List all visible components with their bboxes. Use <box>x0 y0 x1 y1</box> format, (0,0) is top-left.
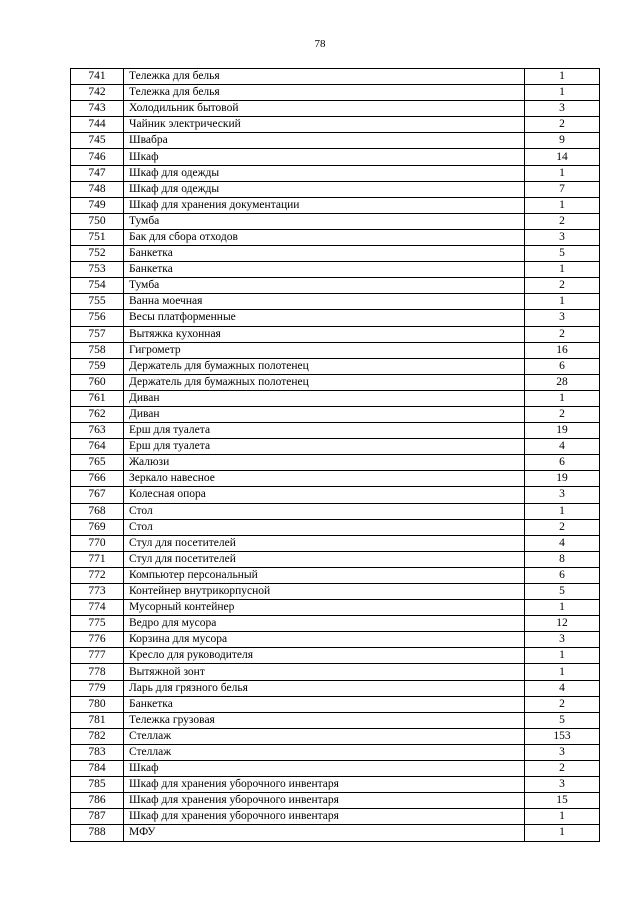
item-name-cell: Швабра <box>124 133 525 149</box>
item-number-cell: 778 <box>71 664 124 680</box>
item-quantity-cell: 8 <box>525 551 600 567</box>
item-number-cell: 771 <box>71 551 124 567</box>
item-number-cell: 756 <box>71 310 124 326</box>
table-row <box>71 85 600 101</box>
item-quantity-cell: 2 <box>525 117 600 133</box>
item-quantity-cell: 1 <box>525 825 600 841</box>
item-number-cell: 763 <box>71 423 124 439</box>
item-name-cell: Шкаф <box>124 149 525 165</box>
item-number-cell: 770 <box>71 535 124 551</box>
item-number-cell: 758 <box>71 342 124 358</box>
item-name-cell: Шкаф для хранения документации <box>124 197 525 213</box>
item-quantity-cell: 16 <box>525 342 600 358</box>
item-number-cell: 768 <box>71 503 124 519</box>
item-name-cell: Стол <box>124 519 525 535</box>
table-row <box>71 519 600 535</box>
item-name-cell: Чайник электрический <box>124 117 525 133</box>
item-quantity-cell: 153 <box>525 728 600 744</box>
item-number-cell: 748 <box>71 181 124 197</box>
table-row <box>71 664 600 680</box>
item-number-cell: 774 <box>71 600 124 616</box>
item-name-cell: Кресло для руководителя <box>124 648 525 664</box>
item-name-cell: Держатель для бумажных полотенец <box>124 374 525 390</box>
item-number-cell: 765 <box>71 455 124 471</box>
item-quantity-cell: 4 <box>525 535 600 551</box>
item-name-cell: Компьютер персональный <box>124 567 525 583</box>
item-number-cell: 750 <box>71 213 124 229</box>
item-quantity-cell: 3 <box>525 744 600 760</box>
item-quantity-cell: 4 <box>525 680 600 696</box>
item-quantity-cell: 1 <box>525 294 600 310</box>
item-number-cell: 766 <box>71 471 124 487</box>
item-quantity-cell: 3 <box>525 632 600 648</box>
item-number-cell: 788 <box>71 825 124 841</box>
item-name-cell: Тумба <box>124 278 525 294</box>
item-number-cell: 747 <box>71 165 124 181</box>
table-row <box>71 567 600 583</box>
item-name-cell: Тележка для белья <box>124 85 525 101</box>
item-name-cell: Бак для сбора отходов <box>124 229 525 245</box>
item-name-cell: Гигрометр <box>124 342 525 358</box>
item-name-cell: Шкаф <box>124 761 525 777</box>
table-row <box>71 374 600 390</box>
item-name-cell: Банкетка <box>124 246 525 262</box>
item-quantity-cell: 2 <box>525 213 600 229</box>
table-row <box>71 793 600 809</box>
table-row <box>71 503 600 519</box>
item-name-cell: Мусорный контейнер <box>124 600 525 616</box>
table-row <box>71 326 600 342</box>
table-row <box>71 551 600 567</box>
table-row <box>71 825 600 841</box>
item-name-cell: Ерш для туалета <box>124 423 525 439</box>
item-number-cell: 744 <box>71 117 124 133</box>
table-row <box>71 744 600 760</box>
item-number-cell: 754 <box>71 278 124 294</box>
item-number-cell: 757 <box>71 326 124 342</box>
item-name-cell: МФУ <box>124 825 525 841</box>
item-number-cell: 742 <box>71 85 124 101</box>
table-row <box>71 632 600 648</box>
table-row <box>71 696 600 712</box>
item-number-cell: 783 <box>71 744 124 760</box>
item-quantity-cell: 5 <box>525 246 600 262</box>
item-quantity-cell: 9 <box>525 133 600 149</box>
item-name-cell: Вытяжка кухонная <box>124 326 525 342</box>
item-name-cell: Банкетка <box>124 262 525 278</box>
item-name-cell: Контейнер внутрикорпусной <box>124 584 525 600</box>
item-number-cell: 743 <box>71 101 124 117</box>
item-name-cell: Корзина для мусора <box>124 632 525 648</box>
item-name-cell: Ерш для туалета <box>124 439 525 455</box>
item-number-cell: 751 <box>71 229 124 245</box>
item-quantity-cell: 5 <box>525 584 600 600</box>
item-quantity-cell: 6 <box>525 358 600 374</box>
item-number-cell: 767 <box>71 487 124 503</box>
item-name-cell: Ларь для грязного белья <box>124 680 525 696</box>
item-number-cell: 764 <box>71 439 124 455</box>
item-quantity-cell: 6 <box>525 567 600 583</box>
item-quantity-cell: 5 <box>525 712 600 728</box>
table-row <box>71 728 600 744</box>
item-number-cell: 773 <box>71 584 124 600</box>
item-quantity-cell: 2 <box>525 326 600 342</box>
item-quantity-cell: 1 <box>525 165 600 181</box>
item-quantity-cell: 2 <box>525 519 600 535</box>
item-name-cell: Тумба <box>124 213 525 229</box>
table-row <box>71 761 600 777</box>
item-quantity-cell: 3 <box>525 487 600 503</box>
item-number-cell: 785 <box>71 777 124 793</box>
table-row <box>71 455 600 471</box>
item-number-cell: 784 <box>71 761 124 777</box>
item-quantity-cell: 6 <box>525 455 600 471</box>
table-row <box>71 165 600 181</box>
item-quantity-cell: 19 <box>525 423 600 439</box>
item-number-cell: 749 <box>71 197 124 213</box>
table-row <box>71 439 600 455</box>
item-number-cell: 777 <box>71 648 124 664</box>
item-number-cell: 746 <box>71 149 124 165</box>
item-quantity-cell: 3 <box>525 101 600 117</box>
item-number-cell: 761 <box>71 390 124 406</box>
table-row <box>71 101 600 117</box>
item-quantity-cell: 3 <box>525 310 600 326</box>
table-row <box>71 117 600 133</box>
item-name-cell: Диван <box>124 390 525 406</box>
item-name-cell: Шкаф для хранения уборочного инвентаря <box>124 777 525 793</box>
item-number-cell: 759 <box>71 358 124 374</box>
item-quantity-cell: 2 <box>525 406 600 422</box>
item-quantity-cell: 7 <box>525 181 600 197</box>
item-quantity-cell: 4 <box>525 439 600 455</box>
item-quantity-cell: 12 <box>525 616 600 632</box>
item-quantity-cell: 1 <box>525 600 600 616</box>
item-quantity-cell: 1 <box>525 85 600 101</box>
item-quantity-cell: 28 <box>525 374 600 390</box>
item-number-cell: 781 <box>71 712 124 728</box>
inventory-table-body <box>71 69 600 842</box>
item-quantity-cell: 1 <box>525 648 600 664</box>
table-row <box>71 712 600 728</box>
item-number-cell: 782 <box>71 728 124 744</box>
item-number-cell: 769 <box>71 519 124 535</box>
item-number-cell: 772 <box>71 567 124 583</box>
item-name-cell: Шкаф для одежды <box>124 165 525 181</box>
item-number-cell: 775 <box>71 616 124 632</box>
item-quantity-cell: 1 <box>525 503 600 519</box>
item-quantity-cell: 1 <box>525 69 600 85</box>
item-quantity-cell: 14 <box>525 149 600 165</box>
item-name-cell: Стул для посетителей <box>124 535 525 551</box>
item-number-cell: 753 <box>71 262 124 278</box>
item-name-cell: Жалюзи <box>124 455 525 471</box>
table-row <box>71 471 600 487</box>
table-row <box>71 246 600 262</box>
inventory-table <box>70 68 600 842</box>
table-row <box>71 535 600 551</box>
item-number-cell: 787 <box>71 809 124 825</box>
item-number-cell: 786 <box>71 793 124 809</box>
table-row <box>71 423 600 439</box>
table-row <box>71 294 600 310</box>
table-row <box>71 133 600 149</box>
item-quantity-cell: 2 <box>525 278 600 294</box>
item-name-cell: Ванна моечная <box>124 294 525 310</box>
table-row <box>71 229 600 245</box>
item-quantity-cell: 1 <box>525 390 600 406</box>
item-quantity-cell: 1 <box>525 197 600 213</box>
table-row <box>71 181 600 197</box>
table-row <box>71 487 600 503</box>
item-quantity-cell: 2 <box>525 761 600 777</box>
item-name-cell: Стеллаж <box>124 744 525 760</box>
table-row <box>71 149 600 165</box>
item-name-cell: Вытяжной зонт <box>124 664 525 680</box>
table-row <box>71 680 600 696</box>
item-name-cell: Банкетка <box>124 696 525 712</box>
item-number-cell: 745 <box>71 133 124 149</box>
item-number-cell: 780 <box>71 696 124 712</box>
table-row <box>71 278 600 294</box>
item-name-cell: Шкаф для одежды <box>124 181 525 197</box>
item-quantity-cell: 3 <box>525 229 600 245</box>
table-row <box>71 584 600 600</box>
table-row <box>71 648 600 664</box>
item-name-cell: Весы платформенные <box>124 310 525 326</box>
page-number: 78 <box>314 38 326 50</box>
table-row <box>71 262 600 278</box>
item-name-cell: Держатель для бумажных полотенец <box>124 358 525 374</box>
item-name-cell: Холодильник бытовой <box>124 101 525 117</box>
item-name-cell: Тележка грузовая <box>124 712 525 728</box>
item-number-cell: 752 <box>71 246 124 262</box>
table-row <box>71 616 600 632</box>
item-quantity-cell: 15 <box>525 793 600 809</box>
item-number-cell: 741 <box>71 69 124 85</box>
item-quantity-cell: 3 <box>525 777 600 793</box>
item-name-cell: Стул для посетителей <box>124 551 525 567</box>
table-row <box>71 197 600 213</box>
item-name-cell: Ведро для мусора <box>124 616 525 632</box>
item-quantity-cell: 2 <box>525 696 600 712</box>
item-name-cell: Шкаф для хранения уборочного инвентаря <box>124 793 525 809</box>
item-name-cell: Зеркало навесное <box>124 471 525 487</box>
table-row <box>71 777 600 793</box>
item-quantity-cell: 1 <box>525 262 600 278</box>
item-quantity-cell: 1 <box>525 809 600 825</box>
table-row <box>71 809 600 825</box>
item-name-cell: Тележка для белья <box>124 69 525 85</box>
table-row <box>71 358 600 374</box>
item-name-cell: Колесная опора <box>124 487 525 503</box>
item-number-cell: 755 <box>71 294 124 310</box>
item-name-cell: Стеллаж <box>124 728 525 744</box>
item-number-cell: 779 <box>71 680 124 696</box>
table-row <box>71 310 600 326</box>
table-row <box>71 600 600 616</box>
item-number-cell: 760 <box>71 374 124 390</box>
table-row <box>71 69 600 85</box>
item-name-cell: Диван <box>124 406 525 422</box>
item-name-cell: Стол <box>124 503 525 519</box>
item-number-cell: 762 <box>71 406 124 422</box>
table-row <box>71 406 600 422</box>
item-number-cell: 776 <box>71 632 124 648</box>
table-row <box>71 390 600 406</box>
item-quantity-cell: 19 <box>525 471 600 487</box>
item-name-cell: Шкаф для хранения уборочного инвентаря <box>124 809 525 825</box>
item-quantity-cell: 1 <box>525 664 600 680</box>
table-row <box>71 213 600 229</box>
table-row <box>71 342 600 358</box>
